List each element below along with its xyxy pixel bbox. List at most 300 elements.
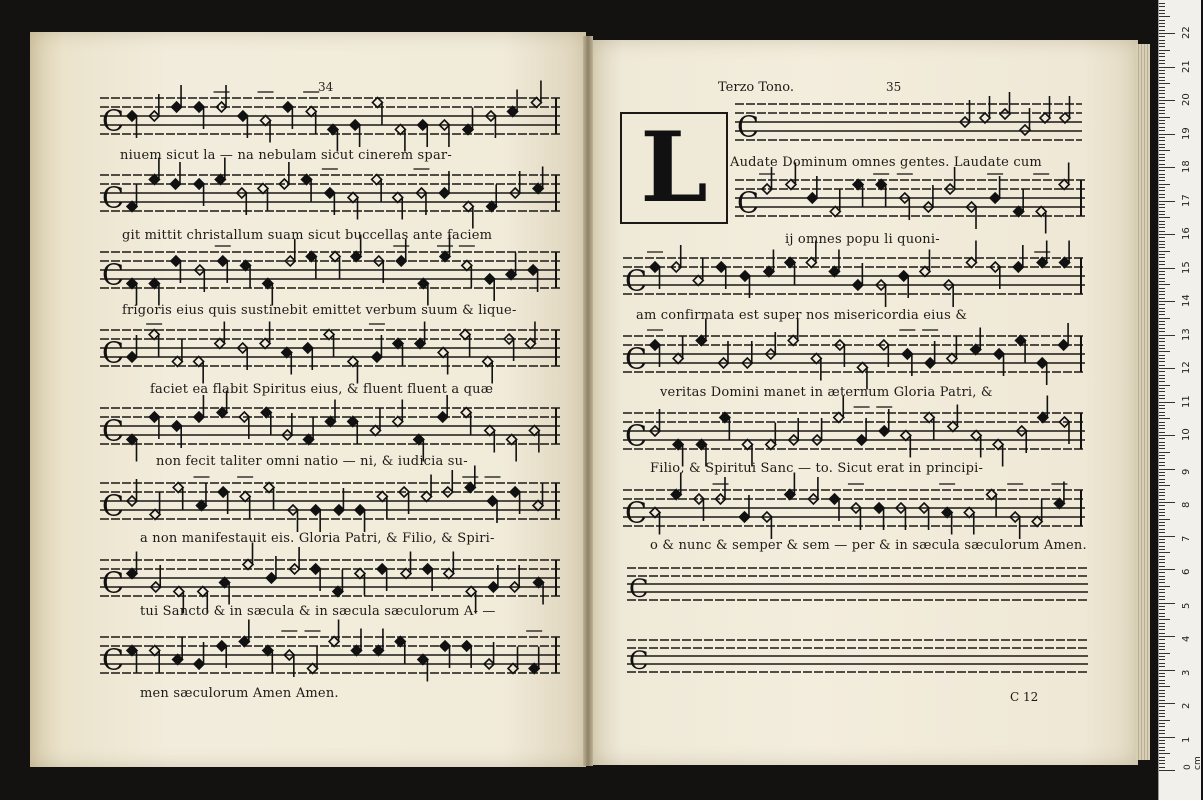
note-head [194,412,204,422]
note-head [1013,262,1023,272]
note-head [373,646,383,656]
signature-mark: C 12 [1010,690,1039,704]
ruler-tick [1159,180,1165,181]
note-head [171,256,181,266]
note-head [127,279,137,289]
note-head [194,179,204,189]
ruler-tick [1159,348,1165,349]
note-head [264,483,274,493]
ruler-cm-label: 14 [1181,294,1192,307]
clef-mark: C [102,642,125,677]
note-head [241,261,251,271]
ruler-tick [1159,639,1165,640]
note-head [879,426,889,436]
ruler-tick [1159,381,1165,382]
clef-mark: C [625,495,648,530]
ruler-tick [1159,20,1165,21]
note-head [925,358,935,368]
note-head [395,125,405,135]
ruler-tick [1159,281,1165,282]
ruler-tick [1159,368,1175,369]
ruler-tick [1159,244,1165,245]
ruler-tick [1159,365,1165,366]
ruler-tick [1159,616,1165,617]
note-head [370,426,380,436]
ruler-tick [1159,113,1165,114]
ruler-tick [1159,576,1165,577]
ruler-cm-label: 1 [1181,736,1192,743]
ruler-cm-label: 19 [1181,126,1192,140]
ruler-tick [1159,475,1165,476]
ruler-tick [1159,100,1175,101]
ruler-tick [1159,737,1175,738]
note-head [306,107,316,117]
clef-mark: C [102,335,125,370]
ruler-tick [1159,298,1165,299]
note-head [466,587,476,597]
note-head [149,175,159,185]
ruler-tick [1159,683,1165,684]
note-head [994,349,1004,359]
note-head [673,440,683,450]
note-head [194,659,204,669]
note-head [1037,358,1047,368]
note-head [488,582,498,592]
lyric-line-right-5: Filio, & Spiritui Sanc — to. Sicut erat in principi- [650,461,984,476]
ruler-tick [1159,234,1175,235]
ruler-unit-label: 0 cm [1183,756,1203,770]
note-head [807,193,817,203]
clef-mark: C [625,263,648,298]
ruler-tick [1159,556,1165,557]
initial-letter: L [640,111,708,224]
note-head [423,564,433,574]
note-head [149,330,159,340]
ruler-tick [1159,515,1165,516]
note-head [899,271,909,281]
ruler-tick [1159,388,1165,389]
lyric-line-left-3: frigoris eius quis sustinebit emittet verbum suum & lique- [122,303,517,318]
ruler-tick [1159,525,1165,526]
note-head [463,202,473,212]
ruler-tick [1159,197,1165,198]
note-head [198,587,208,597]
ruler-tick [1159,613,1165,614]
clef-mark: C [102,413,125,448]
ruler-tick [1159,87,1165,88]
note-head [239,637,249,647]
ruler-tick [1159,489,1165,490]
note-head [372,175,382,185]
note-head [260,339,270,349]
note-head [525,339,535,349]
ruler-tick [1159,321,1165,322]
note-head [174,587,184,597]
ruler-tick [1159,154,1165,155]
ruler-tick [1159,700,1165,701]
ruler-tick [1159,706,1165,707]
note-head [396,256,406,266]
ruler-cm-label: 3 [1181,669,1192,676]
ruler-tick [1159,586,1170,587]
ruler-tick [1159,522,1165,523]
ruler-tick [1159,3,1165,4]
ruler-tick [1159,599,1165,600]
ruler-tick [1159,408,1165,409]
note-head [258,184,268,194]
ruler-tick [1159,278,1165,279]
ruler-tick [1159,609,1165,610]
note-head [173,655,183,665]
note-head [414,435,424,445]
ruler-tick [1159,532,1165,533]
ruler-tick [1159,16,1170,17]
ruler-tick [1159,726,1165,727]
ruler-tick [1159,50,1170,51]
ruler-tick [1159,653,1170,654]
note-head [857,363,867,373]
lyric-line-left-2: git mittit christallum suam sicut buccellas ante faciem [122,228,493,243]
ruler-tick [1159,676,1165,677]
note-head [127,646,137,656]
note-head [355,505,365,515]
ruler-tick [1159,291,1165,292]
ruler-tick [1159,201,1175,202]
note-head [127,202,137,212]
note-head [901,431,911,441]
ruler-tick [1159,36,1165,37]
ruler-tick [1159,402,1175,403]
ruler-tick [1159,251,1170,252]
ruler-tick [1159,80,1165,81]
ruler-tick [1159,110,1165,111]
ruler-tick [1159,432,1165,433]
ruler-tick [1159,227,1165,228]
note-head [693,276,703,286]
ruler-tick [1159,103,1165,104]
ruler-cm-label: 21 [1181,59,1192,73]
clef-mark: C [737,185,760,220]
note-head [372,352,382,362]
note-head [127,111,137,121]
ruler-tick [1159,338,1165,339]
note-head [261,408,271,418]
note-head [876,180,886,190]
ruler-tick [1159,311,1165,312]
ruler-cm-label: 17 [1181,193,1192,207]
lyric-line-left-6: a non manifestauit eis. Gloria Patri, & Filio, & Spiri- [140,531,495,546]
ruler-tick [1159,164,1165,165]
note-head [418,120,428,130]
ruler-tick [1159,137,1165,138]
note-head [350,120,360,130]
note-head [671,490,681,500]
ruler-tick [1159,398,1165,399]
right-page-number: 35 [886,80,902,94]
note-head [263,279,273,289]
ruler-tick [1159,117,1170,118]
lyric-line-left-4: faciet ea flabit Spiritus eius, & fluent fluent a quæ [150,382,494,397]
note-head [987,490,997,500]
ruler-tick [1159,358,1165,359]
note-head [325,417,335,427]
ruler-tick [1159,418,1170,419]
ruler-tick [1159,542,1165,543]
note-head [1038,413,1048,423]
note-head [874,503,884,513]
note-head [418,655,428,665]
ruler-tick [1159,247,1165,248]
ruler-tick [1159,274,1165,275]
ruler-tick [1159,713,1165,714]
note-head [348,193,358,203]
note-head [508,107,518,117]
ruler-tick [1159,479,1165,480]
note-head [217,408,227,418]
note-head [329,637,339,647]
ruler-cm-label: 18 [1181,160,1192,173]
note-head [355,569,365,579]
ruler-tick [1159,589,1165,590]
note-head [170,179,180,189]
ruler-tick [1159,83,1170,84]
note-head [650,262,660,272]
note-head [461,408,471,418]
ruler-tick [1159,341,1165,342]
lyric-line-left-8: men sæculorum Amen Amen. [140,686,339,701]
note-head [393,193,403,203]
ruler-tick [1159,619,1170,620]
note-head [415,339,425,349]
ruler-tick [1159,623,1165,624]
clef-mark: C [625,341,648,376]
ruler-cm-label: 2 [1181,702,1192,709]
ruler-cm-label: 4 [1181,635,1192,642]
note-head [920,267,930,277]
note-head [487,202,497,212]
ruler-tick [1159,770,1175,771]
ruler-tick [1159,184,1170,185]
ruler-tick [1159,371,1165,372]
ruler-tick [1159,237,1165,238]
note-head [948,422,958,432]
ruler-tick [1159,294,1165,295]
ruler-tick [1159,559,1165,560]
ruler-tick [1159,492,1165,493]
ruler-tick [1159,693,1165,694]
ruler-tick [1159,566,1165,567]
note-head [529,664,539,674]
note-head [149,279,159,289]
ruler-tick [1159,536,1175,537]
ruler-tick [1159,355,1165,356]
note-head [393,417,403,427]
note-head [1000,109,1010,119]
ruler-tick [1159,187,1165,188]
note-head [1060,258,1070,268]
note-head [308,664,318,674]
ruler-tick [1159,512,1165,513]
ruler-tick [1159,747,1165,748]
note-head [218,256,228,266]
ruler-tick [1159,445,1165,446]
ruler-tick [1159,495,1165,496]
note-head [971,431,981,441]
ruler-tick [1159,331,1165,332]
clef-mark: C [625,418,648,453]
ruler-tick [1159,40,1165,41]
ruler-tick [1159,690,1165,691]
ruler-tick [1159,462,1165,463]
note-head [716,262,726,272]
note-head [194,357,204,367]
note-head [261,116,271,126]
ruler-cm-label: 10 [1181,428,1192,441]
ruler-tick [1159,465,1165,466]
ruler-tick [1159,30,1165,31]
ruler-tick [1159,482,1165,483]
ruler-tick [1159,509,1165,510]
note-head [149,412,159,422]
note-head [811,354,821,364]
note-head [215,175,225,185]
clef-mark: C [629,645,649,676]
ruler-tick [1159,214,1165,215]
note-head [334,505,344,515]
lyric-line-left-7: tui Sancto & in sæcula & in sæcula sæculorum A- — [140,604,496,619]
note-head [311,564,321,574]
ruler-tick [1159,606,1165,607]
note-head [785,258,795,268]
ruler-tick [1159,231,1165,232]
ruler-tick [1159,107,1165,108]
ruler-tick [1159,529,1165,530]
ruler-tick [1159,375,1165,376]
ruler-tick [1159,767,1165,768]
clef-mark: C [102,565,125,600]
ruler-tick [1159,552,1170,553]
ruler-tick [1159,710,1165,711]
note-head [238,111,248,121]
ruler-tick [1159,455,1165,456]
note-head [1032,517,1042,527]
note-head [462,641,472,651]
ruler-cm-label: 11 [1181,394,1192,408]
ruler-tick [1159,519,1170,520]
note-head [172,357,182,367]
ruler-cm-label: 16 [1181,227,1192,240]
ruler-cm-label: 15 [1181,260,1192,274]
ruler-tick [1159,435,1175,436]
note-head [485,274,495,284]
ruler-tick [1159,6,1165,7]
ruler-tick [1159,324,1165,325]
ruler-cm-label: 5 [1181,602,1192,609]
note-head [173,483,183,493]
note-head [330,252,340,262]
note-head [127,569,137,579]
note-head [720,413,730,423]
ruler-tick [1159,680,1165,681]
ruler-tick [1159,264,1165,265]
note-head [215,339,225,349]
ruler-tick [1159,378,1165,379]
running-head: Terzo Tono. [718,80,794,95]
ruler-tick [1159,314,1165,315]
ruler-tick [1159,539,1165,540]
clef-mark: C [629,573,649,604]
ruler-tick [1159,46,1165,47]
note-head [218,487,228,497]
ruler-tick [1159,656,1165,657]
note-head [395,637,405,647]
ruler-tick [1159,33,1175,34]
ruler-tick [1159,318,1170,319]
note-head [902,349,912,359]
clef-mark: C [102,103,125,138]
note-head [924,413,934,423]
ruler-tick [1159,753,1170,754]
note-head [947,354,957,364]
note-head [650,508,660,518]
note-head [351,646,361,656]
ruler-tick [1159,643,1165,644]
ruler-tick [1159,438,1165,439]
ruler-tick [1159,160,1165,161]
note-head [303,343,313,353]
ruler-tick [1159,686,1170,687]
ruler-cm-label: 20 [1181,93,1192,106]
ruler-tick [1159,659,1165,660]
note-head [393,339,403,349]
ruler-tick [1159,740,1165,741]
note-head [306,252,316,262]
ruler-tick [1159,505,1165,506]
note-head [422,492,432,502]
note-head [531,98,541,108]
ruler-tick [1159,271,1165,272]
ruler-tick [1159,90,1165,91]
note-head [533,501,543,511]
note-head [993,440,1003,450]
note-head [172,102,182,112]
ruler-tick [1159,603,1175,604]
ruler-tick [1159,190,1165,191]
note-head [220,578,230,588]
ruler-tick [1159,194,1165,195]
ruler-cm-label: 9 [1181,468,1192,475]
ruler-tick [1159,412,1165,413]
note-head [528,265,538,275]
ruler-tick [1159,502,1175,503]
note-head [766,440,776,450]
ruler-tick [1159,174,1165,175]
lyric-line-right-4: veritas Domini manet in æternum Gloria Patri, & [660,385,993,400]
note-head [990,193,1000,203]
note-head [830,207,840,217]
ruler-tick [1159,703,1175,704]
ruler-tick [1159,56,1165,57]
ruler-tick [1159,720,1170,721]
note-head [853,180,863,190]
ruler-tick [1159,147,1165,148]
ruler-tick [1159,140,1165,141]
note-head [1016,336,1026,346]
ruler-tick [1159,150,1170,151]
note-head [282,348,292,358]
ruler-tick [1159,646,1165,647]
note-head [740,271,750,281]
